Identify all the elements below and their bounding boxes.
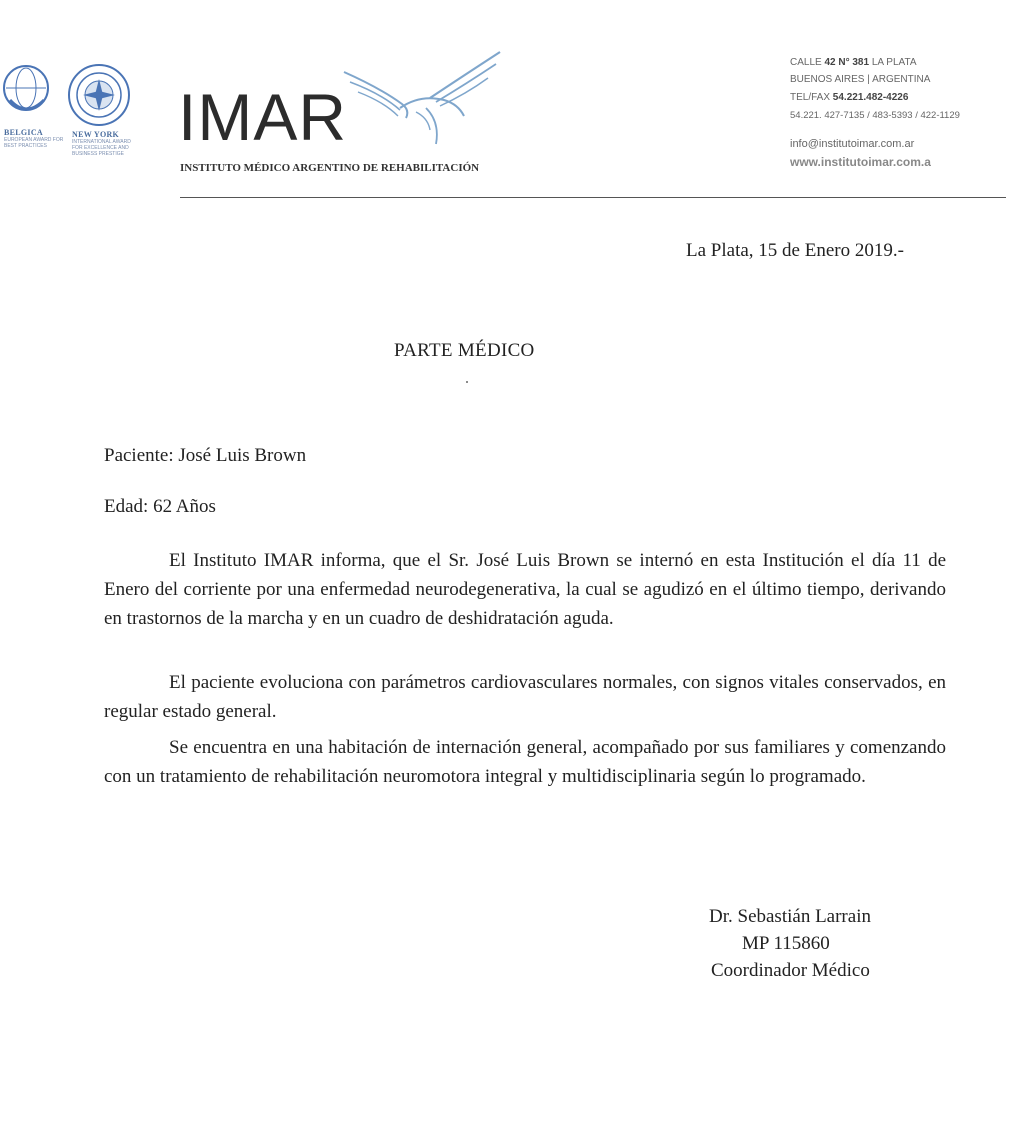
signatory-license: MP 115860 <box>742 933 830 954</box>
address-line-2: BUENOS AIRES | ARGENTINA <box>790 74 931 85</box>
document-date: La Plata, 15 de Enero 2019.- <box>686 240 904 261</box>
newyork-sublabel: INTERNATIONAL AWARD FOR EXCELLENCE AND BUSINESS PRESTIGE <box>72 139 131 157</box>
address-line-1 <box>790 57 917 68</box>
report-paragraph-2: El paciente evoluciona con parámetros cardiovasculares normales, con signos vitales conservados, en regular estado general. <box>104 672 946 722</box>
belgica-sublabel: EUROPEAN AWARD FOR BEST PRACTICES <box>4 137 64 149</box>
street-prefix: CALLE <box>790 57 825 68</box>
city: LA PLATA <box>869 57 917 68</box>
signatory-name: Dr. Sebastián Larrain <box>709 906 871 927</box>
newyork-award-badge <box>66 62 132 133</box>
scan-speck <box>466 381 468 383</box>
phone-number: 54.221.482-4226 <box>832 92 909 103</box>
street-number: 42 N° 381 <box>824 57 870 68</box>
phone-extra-line: 54.221. 427-7135 / 483-5393 / 422-1129 <box>790 110 960 121</box>
bird-logo-icon <box>340 48 508 148</box>
belgica-award-badge <box>0 60 62 135</box>
institute-full-name: INSTITUTO MÉDICO ARGENTINO DE REHABILITACIÓN <box>180 162 480 174</box>
website-link[interactable]: www.institutoimar.com.a <box>790 155 931 169</box>
compass-seal-icon <box>66 62 132 128</box>
newyork-label: NEW YORK <box>72 130 120 139</box>
signatory-role: Coordinador Médico <box>711 960 870 981</box>
report-paragraph-3: Se encuentra en una habitación de internación general, acompañado por sus familiares y comenzando con un tratamiento de rehabilitación neuromotora integral y multidisciplinaria según lo programado. <box>104 737 946 787</box>
patient-age: Edad: 62 Años <box>104 496 216 517</box>
email-link[interactable]: info@institutoimar.com.ar <box>790 138 915 150</box>
globe-seal-icon <box>0 60 62 130</box>
belgica-award-caption <box>4 128 66 149</box>
belgica-label: BELGICA <box>4 128 43 137</box>
phone-prefix: TEL/FAX <box>790 92 833 103</box>
newyork-award-caption <box>72 130 134 157</box>
phone-line <box>790 92 908 103</box>
patient-name: Paciente: José Luis Brown <box>104 445 307 466</box>
imar-logo-text: IMAR <box>178 80 347 154</box>
report-paragraph-1: El Instituto IMAR informa, que el Sr. José Luis Brown se internó en esta Institución el día 11 de Enero del corriente por una enfermedad neurodegenerativa, la cual se agudizó en el último tiempo, derivando en trastornos de la marcha y en un cuadro de deshidratación aguda. <box>104 550 946 629</box>
document-title: PARTE MÉDICO <box>394 340 535 361</box>
header-divider <box>180 197 1006 198</box>
